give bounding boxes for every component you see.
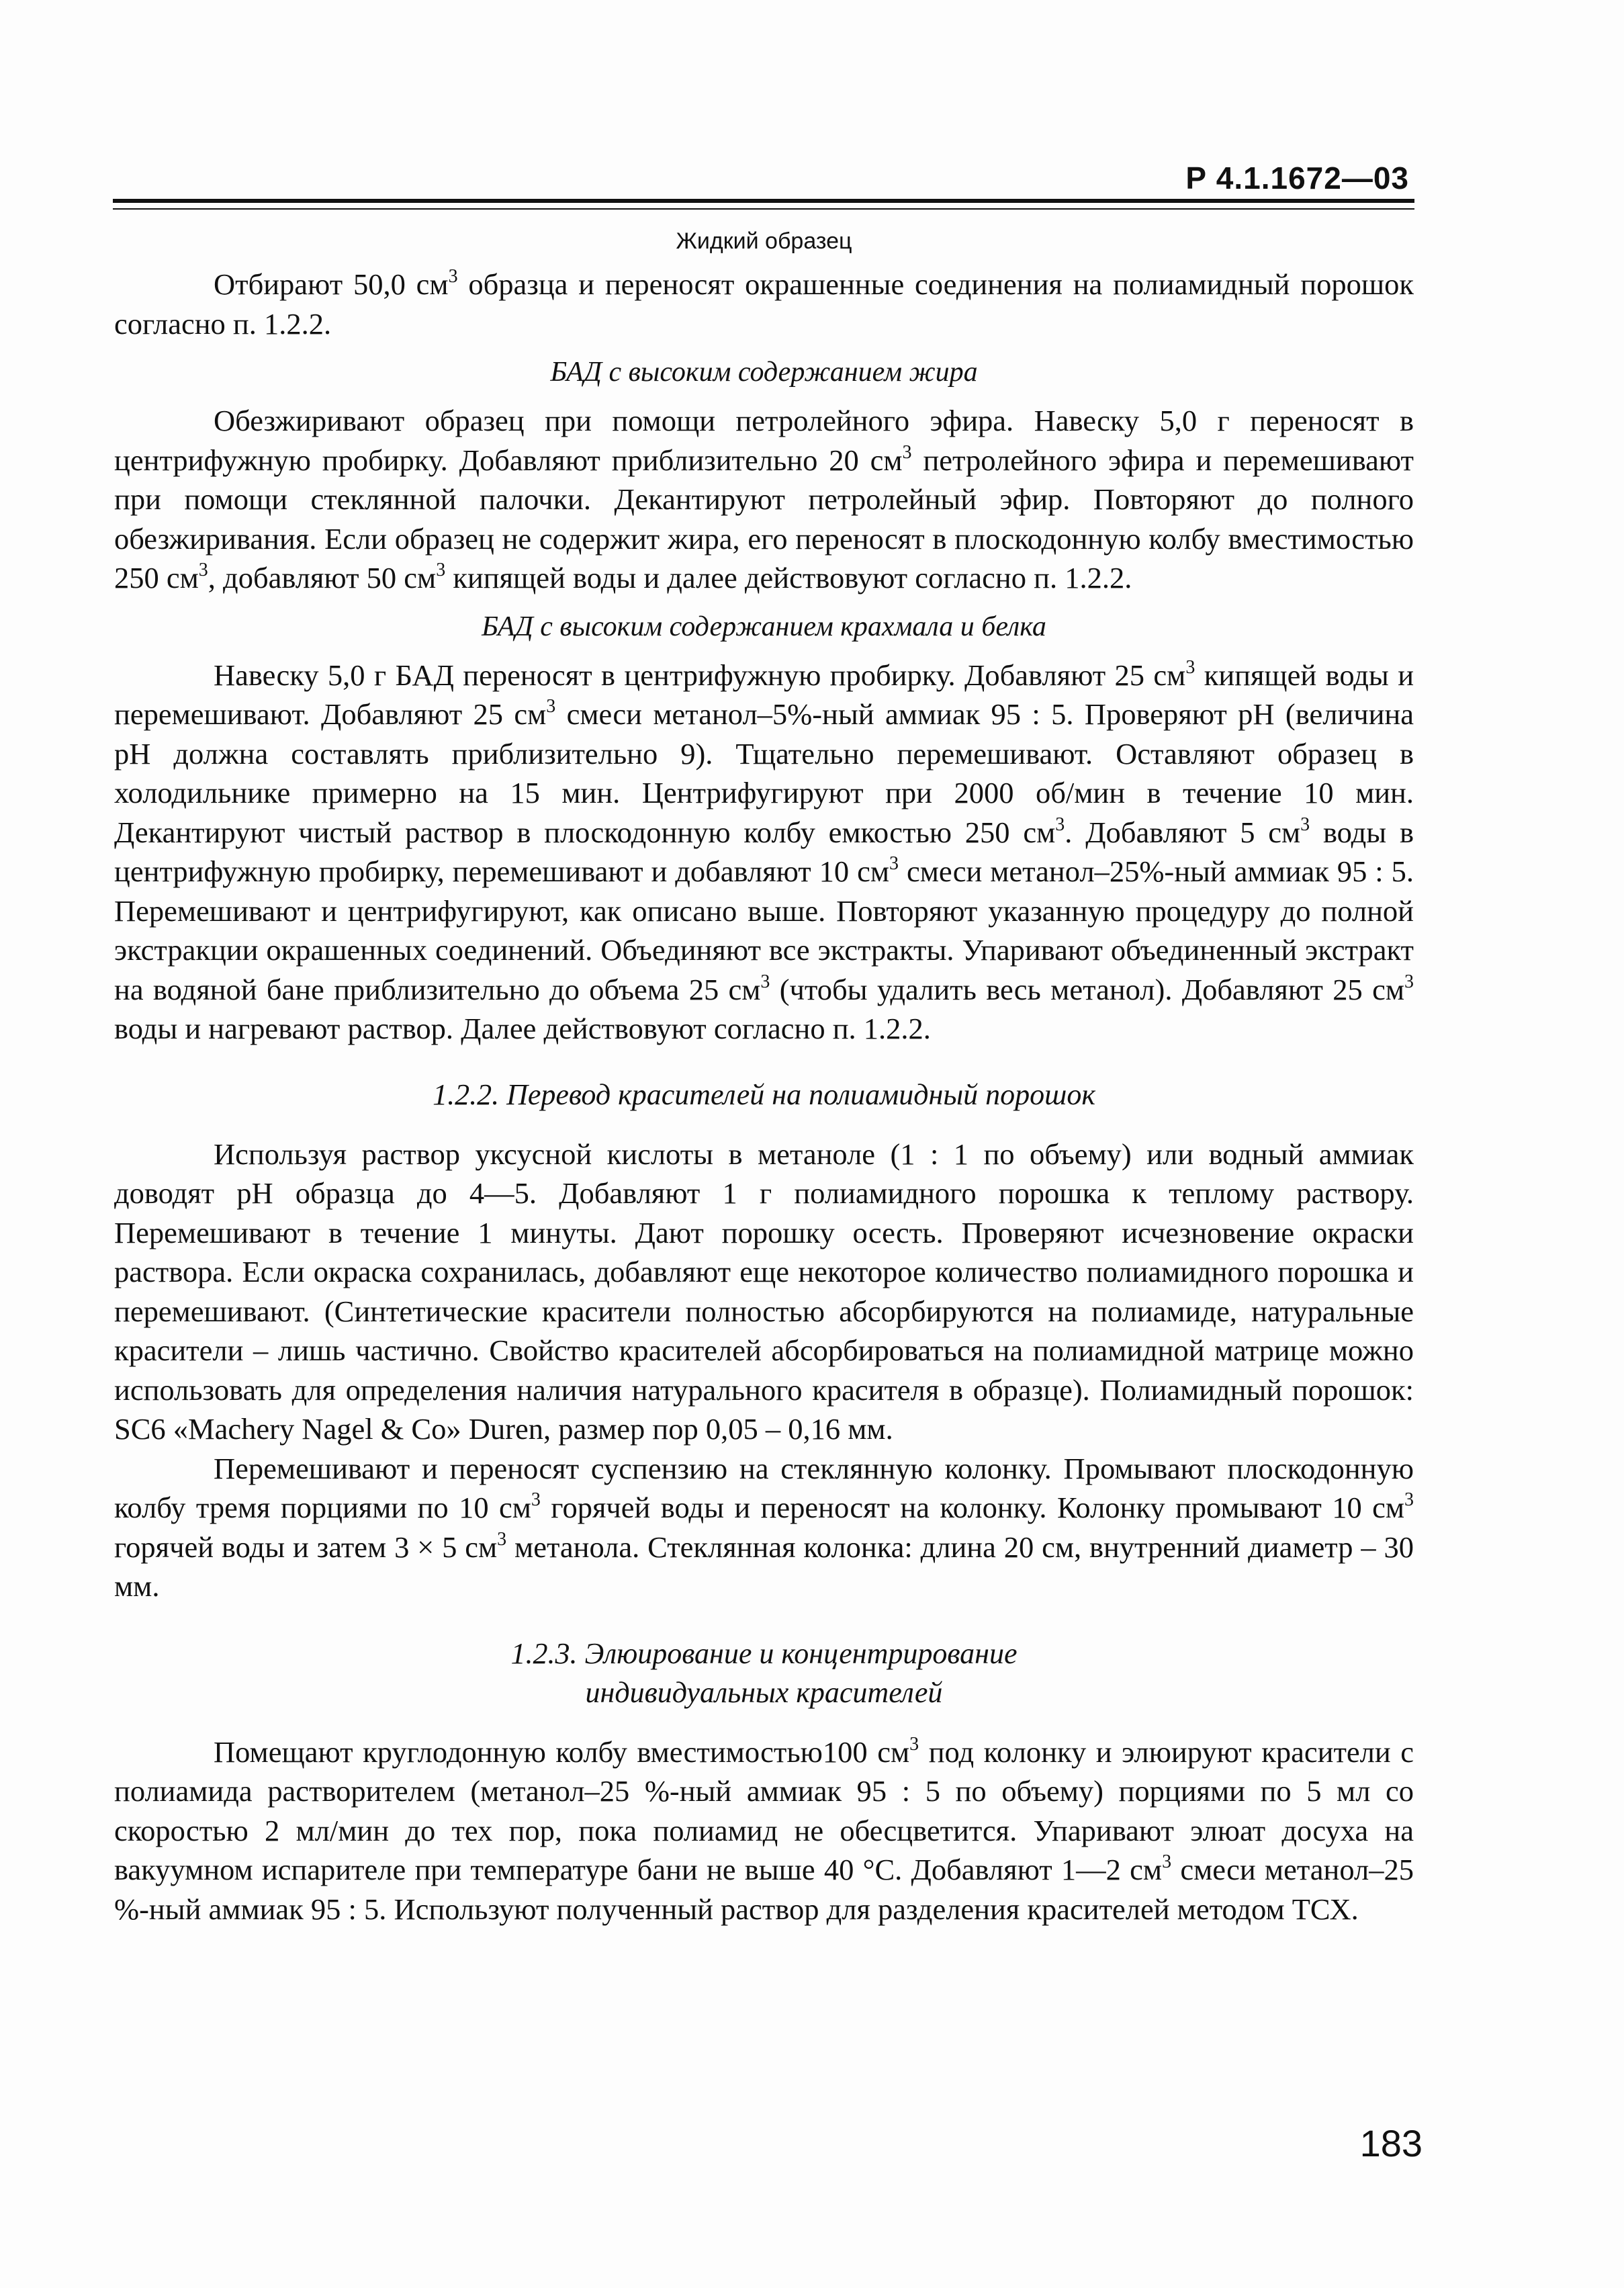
high-fat-paragraph: Обезжиривают образец при помощи петролейного эфира. Навеску 5,0 г переносят в центрифужную пробирку. Добавляют приблизительно 20 $см^3$ петролейного эфира и перемешивают при помощи стеклянной палочки. Декантируют петролейный эфир. Повторяют до полного обезжиривания. Если образец не содержит жира, его переносят в плоскодонную колбу вместимостью 250 $см^3$, добавляют 50 $см^3$ кипящей воды и далее действовуют согласно п. 1.2.2. [114, 404, 1414, 595]
section-1-2-2-paragraph-1: Используя раствор уксусной кислоты в метаноле (1 : 1 по объему) или водный аммиак доводят pH образца до 4—5. Добавляют 1 г полиамидного порошка к теплому раствору. Перемешивают в течение 1 минуты. Дают порошку осесть. Проверяют исчезновение окраски раствора. Если окраска сохранилась, добавляют еще некоторое количество полиамидного порошка и перемешивают. (Синтетические красители полностью абсорбируются на полиамиде, натуральные красители – лишь частично. Свойство красителей абсорбироваться на полиамидной матрице можно использовать для определения наличия натурального красителя в образце). Полиамидный порошок: SC6 «Machery Nagel & Co» Duren, размер пор 0,05 – 0,16 мм. [114, 1137, 1414, 1446]
liquid-sample-heading: Жидкий образец [676, 228, 852, 254]
high-starch-heading: БАД с высоким содержанием крахмала и белка [482, 611, 1046, 642]
page-number: 183 [1359, 2122, 1423, 2164]
high-fat-heading: БАД с высоким содержанием жира [550, 357, 978, 388]
document-code: Р 4.1.1672—03 [1185, 161, 1409, 195]
section-1-2-2-heading: 1.2.2. Перевод красителей на полиамидный порошок [433, 1077, 1095, 1111]
section-1-2-3-heading-line-1: 1.2.3. Элюирование и концентрирование [510, 1636, 1018, 1670]
liquid-sample-paragraph: Отбирают 50,0 $см^3$ образца и переносят окрашенные соединения на полиамидный порошок согласно п. 1.2.2. [114, 266, 1414, 341]
section-1-2-3-heading [114, 1634, 1414, 1712]
section-1-2-3-paragraph: Помещают круглодонную колбу вместимостью100 $см^3$ под колонку и элюируют красители с полиамида растворителем (метанол–25 %-ный аммиак 95 : 5 по объему) порциями по 5 мл со скоростью 2 мл/мин до тех пор, пока полиамид не обесцветится. Упаривают элюат досуха на вакуумном испарителе при температуре бани не выше 40 °С. Добавляют 1—2 $см^3$ смеси метанол–25 %-ный аммиак 95 : 5. Используют полученный раствор для разделения красителей методом ТСХ. [114, 1733, 1414, 1926]
header-rule-thick [113, 199, 1414, 203]
document-body [114, 222, 1414, 1929]
section-1-2-2-paragraph-2: Перемешивают и переносят суспензию на стеклянную колонку. Промывают плоскодонную колбу тремя порциями по 10 $см^3$ горячей воды и переносят на колонку. Колонку промывают 10 $см^3$ горячей воды и затем 3 × 5 $см^3$ метанола. Стеклянная колонка: длина 20 см, внутренний диаметр – 30 мм. [114, 1451, 1414, 1603]
section-1-2-3-heading-line-2: индивидуальных красителей [585, 1675, 943, 1709]
high-starch-paragraph: Навеску 5,0 г БАД переносят в центрифужную пробирку. Добавляют 25 $см^3$ кипящей воды и перемешивают. Добавляют 25 $см^3$ смеси метанол–5%-ный аммиак 95 : 5. Проверяют pH (величина pH должна составлять приблизительно 9). Тщательно перемешивают. Оставляют образец в холодильнике примерно на 15 мин. Центрифугируют при 2000 об/мин в течение 10 мин. Декантируют чистый раствор в плоскодонную колбу емкостью 250 $см^3$. Добавляют 5 $см^3$ воды в центрифужную пробирку, перемешивают и добавляют 10 $см^3$ смеси метанол–25%-ный аммиак 95 : 5. Перемешивают и центрифугируют, как описано выше. Повторяют указанную процедуру до полной экстракции окрашенных соединений. Объединяют все экстракты. Упаривают объединенный экстракт на водяной бане приблизительно до объема 25 $см^3$ (чтобы удалить весь метанол). Добавляют 25 $см^3$ воды и нагревают раствор. Далее действовуют согласно п. 1.2.2. [114, 656, 1414, 1045]
header-rule-thin [113, 208, 1414, 210]
